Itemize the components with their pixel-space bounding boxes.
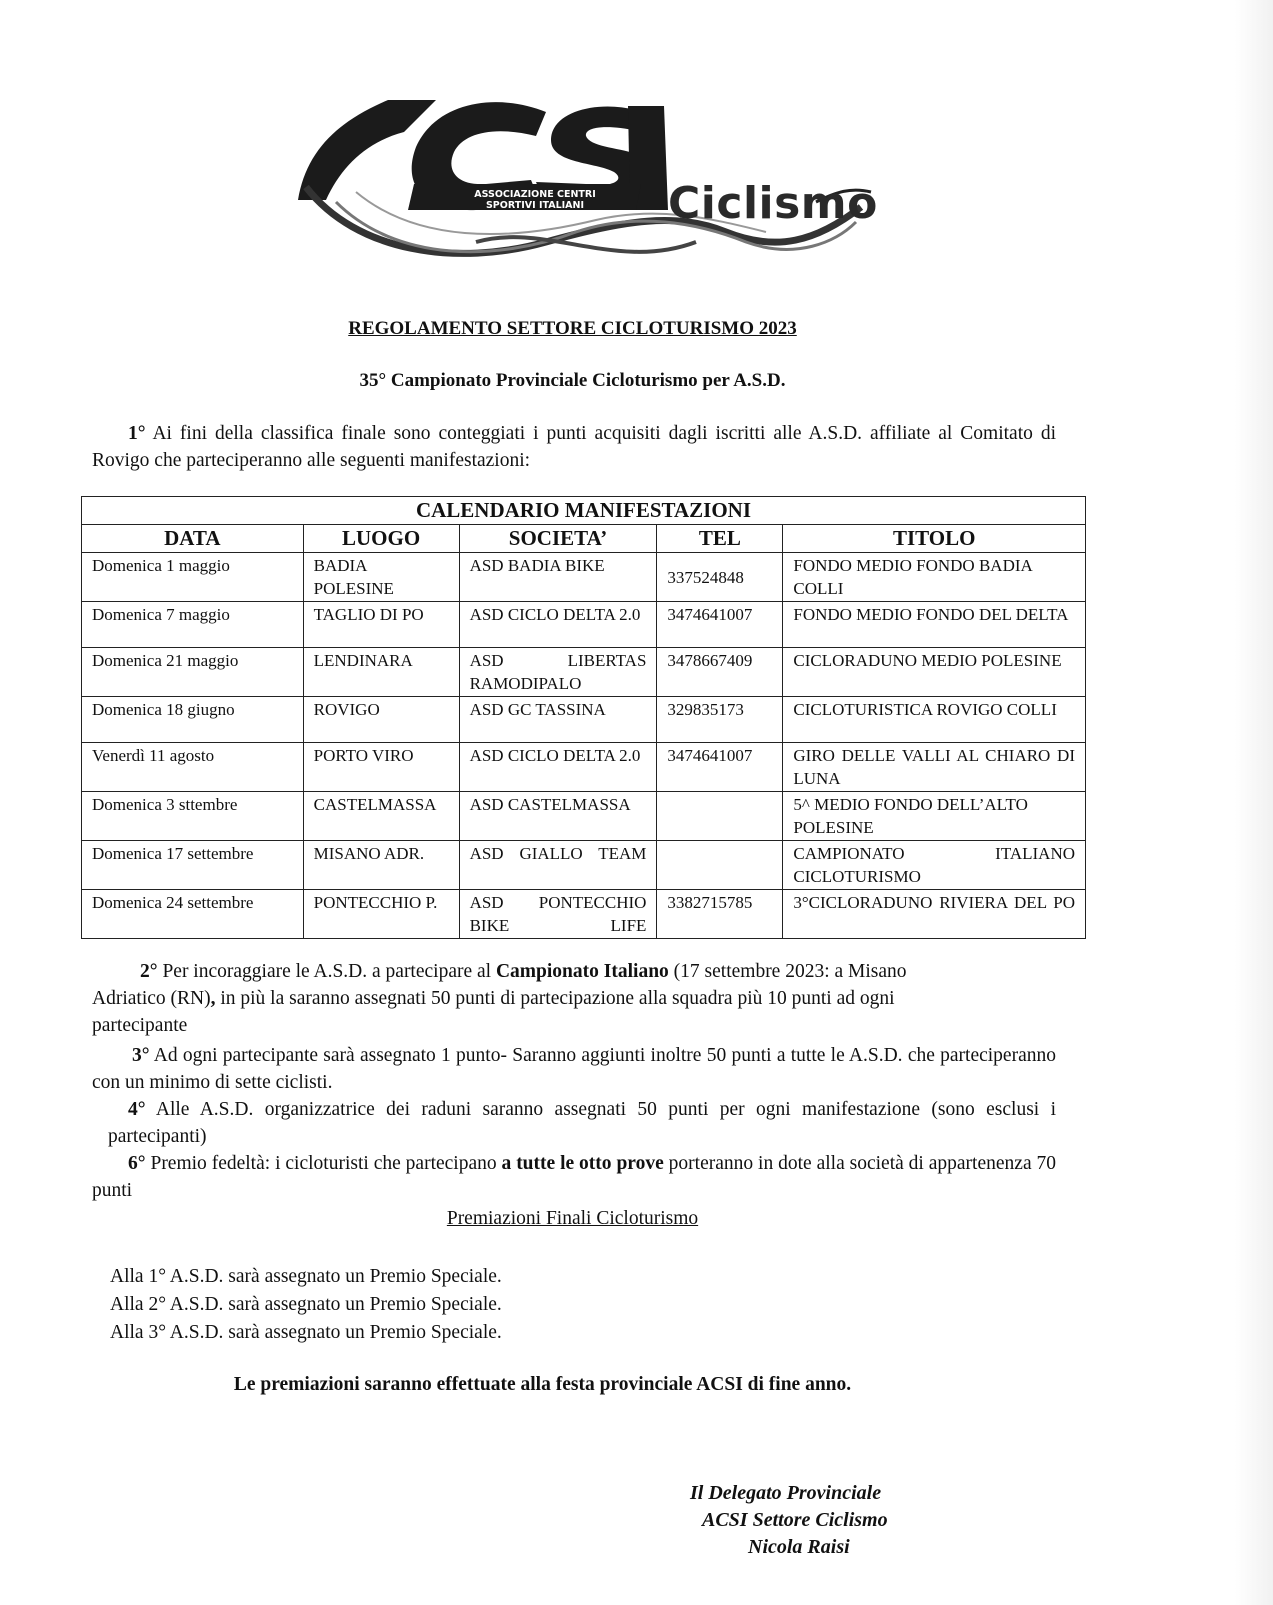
cell-titolo: 3°CICLORADUNO RIVIERA DEL PO <box>783 890 1086 939</box>
closing-note: Le premiazioni saranno effettuate alla festa provinciale ACSI di fine anno. <box>233 1374 852 1395</box>
cell-titolo: FONDO MEDIO FONDO BADIA COLLI <box>783 553 1086 602</box>
cell-societa: ASD CASTELMASSA <box>459 792 657 841</box>
cell-tel: 329835173 <box>657 697 783 743</box>
cell-data: Domenica 17 settembre <box>82 841 304 890</box>
paragraph-4 <box>108 1096 1056 1150</box>
calendar-header-row <box>82 525 1086 553</box>
cell-societa: ASD GC TASSINA <box>459 697 657 743</box>
cell-tel <box>657 792 783 841</box>
paragraph-6-bold: a tutte le otto prove <box>501 1153 664 1174</box>
cell-luogo: PORTO VIRO <box>303 743 459 792</box>
paragraph-3-number: 3° <box>132 1045 150 1066</box>
header-titolo: TITOLO <box>783 525 1086 553</box>
cell-data: Venerdì 11 agosto <box>82 743 304 792</box>
paragraph-1-text: Ai fini della classifica finale sono conteggiati i punti acquisiti dagli iscritti alle A.S.D. affiliate al Comitato di Rovigo che parteciperanno alle seguenti manifestazioni: <box>92 423 1056 471</box>
page-edge-shadow <box>1235 0 1273 1605</box>
paragraph-2-text-c: in più la saranno assegnati 50 punti di partecipazione alla squadra più 10 punti ad ogni partecipante <box>92 988 895 1036</box>
paragraph-2-bold: Campionato Italiano <box>495 961 669 982</box>
cell-luogo: CASTELMASSA <box>303 792 459 841</box>
cell-data: Domenica 7 maggio <box>82 602 304 648</box>
acsi-ciclismo-logo <box>296 92 886 282</box>
paragraph-4-text: Alle A.S.D. organizzatrice dei raduni saranno assegnati 50 punti per ogni manifestazione (sono esclusi i partecipanti) <box>108 1099 1056 1147</box>
cell-titolo: 5^ MEDIO FONDO DELL’ALTO POLESINE <box>783 792 1086 841</box>
cell-tel <box>657 841 783 890</box>
prizes-title: Premiazioni Finali Cicloturismo <box>446 1208 699 1229</box>
header-luogo: LUOGO <box>303 525 459 553</box>
paragraph-1-number: 1° <box>128 423 146 444</box>
paragraph-6-number: 6° <box>128 1153 146 1174</box>
cell-data: Domenica 24 settembre <box>82 890 304 939</box>
paragraph-1 <box>92 420 1056 474</box>
cell-societa: ASD CICLO DELTA 2.0 <box>459 602 657 648</box>
prize-item: Alla 2° A.S.D. sarà assegnato un Premio Speciale. <box>110 1294 502 1315</box>
calendar-table <box>81 496 1086 939</box>
logo-subtitle <box>420 189 650 211</box>
cell-luogo: ROVIGO <box>303 697 459 743</box>
paragraph-3-text: Ad ogni partecipante sarà assegnato 1 punto- Saranno aggiunti inoltre 50 punti a tutte le A.S.D. che parteciperanno con un minimo di sette ciclisti. <box>92 1045 1056 1093</box>
paragraph-4-number: 4° <box>128 1099 146 1120</box>
header-societa: SOCIETA’ <box>459 525 657 553</box>
cell-titolo: FONDO MEDIO FONDO DEL DELTA <box>783 602 1086 648</box>
cell-societa: ASD PONTECCHIO BIKE LIFE <box>459 890 657 939</box>
prizes-list <box>110 1263 502 1347</box>
signature-line2: ACSI Settore Ciclismo <box>702 1509 888 1531</box>
table-row <box>82 743 1086 792</box>
cell-tel: 337524848 <box>657 553 783 602</box>
cell-titolo: CICLOTURISTICA ROVIGO COLLI <box>783 697 1086 743</box>
header-tel: TEL <box>657 525 783 553</box>
cell-luogo: BADIA POLESINE <box>303 553 459 602</box>
paragraph-2-text-b: (17 settembre 2023: a Misano Adriatico (RN) <box>92 961 907 1009</box>
cell-data: Domenica 3 sttembre <box>82 792 304 841</box>
cell-titolo: CAMPIONATO ITALIANO CICLOTURISMO <box>783 841 1086 890</box>
cell-luogo: PONTECCHIO P. <box>303 890 459 939</box>
signature-block <box>690 1480 950 1561</box>
cell-luogo: LENDINARA <box>303 648 459 697</box>
prize-item: Alla 1° A.S.D. sarà assegnato un Premio Speciale. <box>110 1266 502 1287</box>
table-row <box>82 602 1086 648</box>
table-row <box>82 697 1086 743</box>
header-data: DATA <box>82 525 304 553</box>
cell-data: Domenica 21 maggio <box>82 648 304 697</box>
cell-luogo: TAGLIO DI PO <box>303 602 459 648</box>
paragraph-6 <box>92 1150 1056 1204</box>
paragraph-2-text-a: Per incoraggiare le A.S.D. a partecipare al <box>157 961 496 982</box>
table-row <box>82 553 1086 602</box>
cell-luogo: MISANO ADR. <box>303 841 459 890</box>
cell-tel: 3474641007 <box>657 602 783 648</box>
paragraph-2 <box>92 958 972 1039</box>
table-row <box>82 890 1086 939</box>
signature-line1: Il Delegato Provinciale <box>690 1482 882 1504</box>
paragraph-2-comma: , <box>210 988 216 1009</box>
cell-societa: ASD GIALLO TEAM <box>459 841 657 890</box>
cell-tel: 3478667409 <box>657 648 783 697</box>
cell-tel: 3474641007 <box>657 743 783 792</box>
calendar-caption: CALENDARIO MANIFESTAZIONI <box>82 497 1086 525</box>
cell-tel: 3382715785 <box>657 890 783 939</box>
cell-societa: ASD BADIA BIKE <box>459 553 657 602</box>
prize-item: Alla 3° A.S.D. sarà assegnato un Premio Speciale. <box>110 1322 502 1343</box>
logo-subtitle-line1: ASSOCIAZIONE CENTRI <box>474 189 596 200</box>
table-row <box>82 648 1086 697</box>
paragraph-2-number: 2° <box>140 961 158 982</box>
paragraph-3 <box>92 1042 1056 1096</box>
cell-societa: ASD LIBERTAS RAMODIPALO <box>459 648 657 697</box>
signature-line3: Nicola Raisi <box>748 1536 850 1558</box>
paragraph-6-text-a: Premio fedeltà: i cicloturisti che partecipano <box>145 1153 502 1174</box>
document-subtitle: 35° Campionato Provinciale Cicloturismo per A.S.D. <box>359 370 786 391</box>
logo-wordmark: Ciclismo <box>668 178 878 229</box>
cell-societa: ASD CICLO DELTA 2.0 <box>459 743 657 792</box>
logo-subtitle-line2: SPORTIVI ITALIANI <box>485 200 585 211</box>
cell-titolo: CICLORADUNO MEDIO POLESINE <box>783 648 1086 697</box>
document-title: REGOLAMENTO SETTORE CICLOTURISMO 2023 <box>348 318 797 339</box>
table-row <box>82 792 1086 841</box>
cell-data: Domenica 1 maggio <box>82 553 304 602</box>
cell-titolo: GIRO DELLE VALLI AL CHIARO DI LUNA <box>783 743 1086 792</box>
cell-data: Domenica 18 giugno <box>82 697 304 743</box>
table-row <box>82 841 1086 890</box>
paragraph-6-text-b: porteranno in dote alla società di appartenenza 70 punti <box>92 1153 1056 1201</box>
